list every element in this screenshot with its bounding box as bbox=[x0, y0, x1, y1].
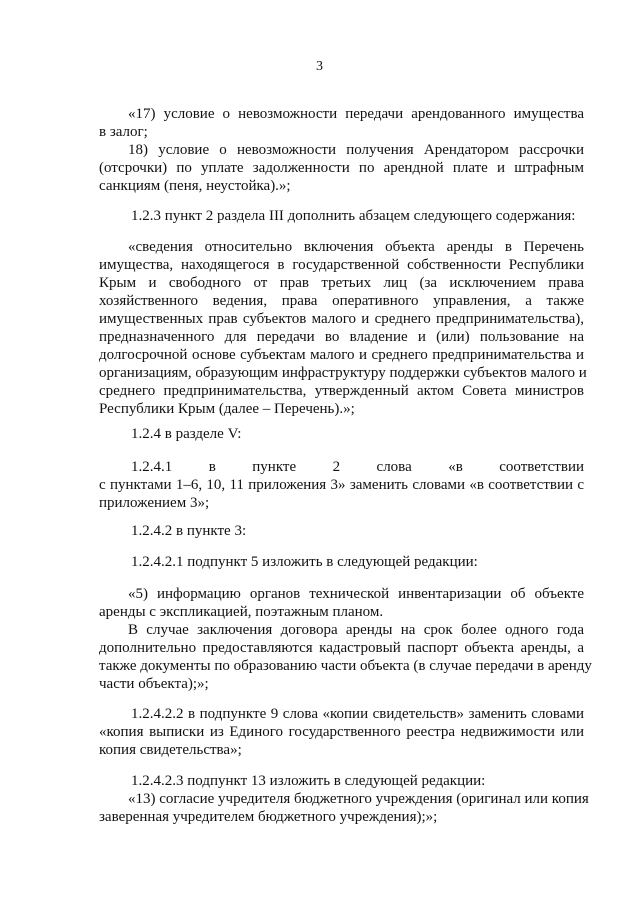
text-line: 1.2.4.2.2 в подпункте 9 слова «копии свидетельств» заменить словами bbox=[131, 706, 584, 722]
text-line: хозяйственного ведения, права оперативного управления, а также bbox=[99, 293, 584, 309]
text-line: копия свидетельства»; bbox=[99, 742, 242, 758]
clause-heading: 1.2.4 в разделе V: bbox=[131, 426, 242, 442]
text-line: части объекта);»; bbox=[99, 676, 209, 692]
text-line: 18) условие о невозможности получения Арендатором рассрочки bbox=[128, 142, 584, 158]
text-line: «13) согласие учредителя бюджетного учреждения (оригинал или копия bbox=[128, 791, 589, 807]
text-line: приложением 3»; bbox=[99, 495, 210, 511]
clause-heading: 1.2.4.2.1 подпункт 5 изложить в следующей редакции: bbox=[131, 554, 478, 570]
text-line: «сведения относительно включения объекта аренды в Перечень bbox=[128, 239, 584, 255]
text-line: среднего предпринимательства, утвержденный актом Совета министров bbox=[99, 383, 584, 399]
text-line: В случае заключения договора аренды на срок более одного года bbox=[128, 622, 584, 638]
text-line: в залог; bbox=[99, 124, 148, 140]
text-line: имущественных прав субъектов малого и среднего предпринимательства), bbox=[99, 311, 584, 327]
text-line: аренды с экспликацией, поэтажным планом. bbox=[99, 604, 384, 620]
text-line: с пунктами 1–6, 10, 11 приложения 3» заменить словами «в соответствии с bbox=[99, 477, 584, 493]
text-line: «5) информацию органов технической инвентаризации об объекте bbox=[128, 586, 584, 602]
text-line: санкциям (пеня, неустойка).»; bbox=[99, 178, 291, 194]
text-line: Республики Крым (далее – Перечень).»; bbox=[99, 401, 355, 417]
text-line: организациям, образующим инфраструктуру поддержки субъектов малого и bbox=[99, 365, 587, 381]
page-number: 3 bbox=[316, 59, 323, 74]
text-line: (отсрочки) по уплате задолженности по арендной плате и штрафным bbox=[99, 160, 584, 176]
text-line: 1.2.4.1 в пункте 2 слова «в соответствии bbox=[131, 459, 584, 475]
text-line: дополнительно предоставляются кадастровый паспорт объекта аренды, а bbox=[99, 640, 584, 656]
clause-heading: 1.2.3 пункт 2 раздела III дополнить абзацем следующего содержания: bbox=[131, 208, 576, 224]
text-line: заверенная учредителем бюджетного учреждения);»; bbox=[99, 809, 438, 825]
clause-heading: 1.2.4.2.3 подпункт 13 изложить в следующей редакции: bbox=[131, 773, 486, 789]
clause-heading: 1.2.4.2 в пункте 3: bbox=[131, 523, 247, 539]
text-line: также документы по образованию части объекта (в случае передачи в аренду bbox=[99, 658, 592, 674]
text-line: долгосрочной основе субъектам малого и среднего предпринимательства и bbox=[99, 347, 584, 363]
text-line: имущества, находящегося в государственной собственности Республики bbox=[99, 257, 584, 273]
text-line: предназначенного для передачи во владение и (или) пользование на bbox=[99, 329, 584, 345]
text-line: Крым и свободного от прав третьих лиц (за исключением права bbox=[99, 275, 584, 291]
text-line: «17) условие о невозможности передачи арендованного имущества bbox=[128, 106, 584, 122]
text-line: «копия выписки из Единого государственного реестра недвижимости или bbox=[99, 724, 584, 740]
